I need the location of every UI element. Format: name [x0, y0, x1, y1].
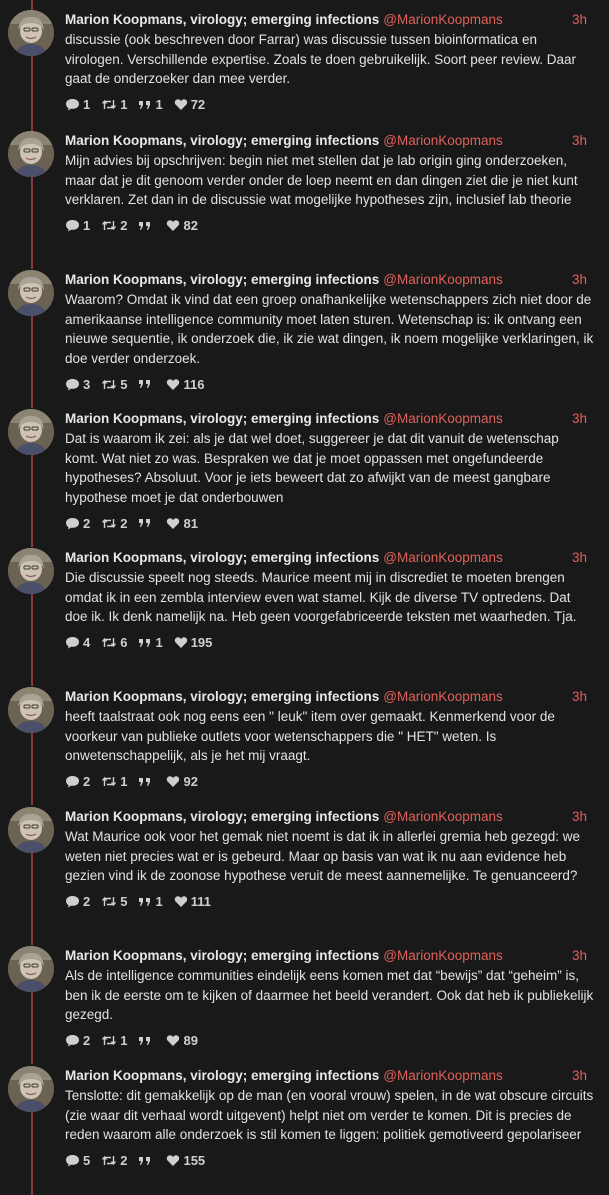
timestamp[interactable]: 3h: [571, 133, 587, 148]
reply-count: 5: [83, 1153, 91, 1168]
tweet-text: Waarom? Omdat ik vind dat een groep onafhankelijke wetenschappers zich niet door de amerikaanse intelligence community moet laten sturen. Wetenschap is: ik ontvang een nieuwe sequentie, ik onderzoek die, ik zie wat dingen, ik noem mogelijke verklaringen, ik doe verder onderzoek.: [65, 292, 594, 366]
reply-count: 4: [83, 635, 91, 650]
author-handle[interactable]: @MarionKoopmans: [383, 272, 503, 287]
quote-marks-icon: [138, 1035, 152, 1047]
tweet[interactable]: [0, 548, 609, 686]
heart-icon: [174, 636, 188, 649]
quote-button[interactable]: [138, 517, 155, 529]
reply-button[interactable]: [65, 774, 90, 789]
timestamp[interactable]: 3h: [571, 1068, 587, 1083]
retweet-count: 5: [120, 376, 128, 392]
heart-icon: [174, 98, 188, 111]
retweet-arrows-icon: [101, 1034, 117, 1047]
timestamp[interactable]: 3h: [571, 689, 587, 704]
reply-count: 2: [83, 1033, 91, 1048]
quote-marks-icon: [138, 637, 152, 649]
quote-count: 1: [155, 635, 163, 650]
reply-button[interactable]: [65, 1033, 90, 1048]
reply-button[interactable]: [65, 97, 90, 112]
retweet-count: 2: [120, 1153, 128, 1168]
like-button[interactable]: [174, 894, 211, 909]
like-button[interactable]: [166, 1153, 205, 1168]
like-count: 81: [183, 515, 198, 531]
like-button[interactable]: [174, 635, 213, 650]
like-count: 155: [183, 1153, 206, 1168]
quote-marks-icon: [138, 517, 152, 529]
reply-count: 1: [83, 218, 91, 233]
quote-button[interactable]: [138, 894, 162, 909]
timestamp[interactable]: 3h: [571, 948, 587, 963]
author-handle[interactable]: @MarionKoopmans: [383, 12, 503, 27]
avatar[interactable]: [8, 1066, 54, 1112]
retweet-count: 5: [120, 894, 128, 909]
tweet-actions: [65, 1032, 595, 1050]
tweet[interactable]: [0, 10, 609, 138]
retweet-button[interactable]: [101, 377, 127, 392]
quote-button[interactable]: [138, 378, 155, 390]
retweet-button[interactable]: [101, 218, 127, 233]
like-count: 72: [190, 97, 206, 112]
quote-marks-icon: [138, 896, 152, 908]
author-handle[interactable]: @MarionKoopmans: [383, 1068, 503, 1083]
avatar[interactable]: [8, 946, 54, 992]
speech-bubble-icon: [65, 378, 80, 391]
author-name[interactable]: Marion Koopmans, virology; emerging infections: [65, 133, 380, 148]
retweet-count: 1: [120, 97, 128, 112]
heart-icon: [174, 895, 188, 908]
speech-bubble-icon: [65, 775, 80, 788]
heart-icon: [166, 219, 180, 232]
like-count: 111: [190, 894, 211, 909]
retweet-arrows-icon: [101, 517, 117, 530]
author-handle[interactable]: @MarionKoopmans: [383, 948, 503, 963]
quote-button[interactable]: [138, 635, 162, 650]
author-name[interactable]: Marion Koopmans, virology; emerging infections: [65, 12, 380, 27]
author-name[interactable]: Marion Koopmans, virology; emerging infections: [65, 550, 380, 565]
like-count: 116: [183, 376, 205, 392]
tweet[interactable]: [0, 807, 609, 945]
retweet-count: 1: [120, 774, 128, 789]
heart-icon: [166, 1034, 180, 1047]
author-name[interactable]: Marion Koopmans, virology; emerging infections: [65, 411, 380, 426]
tweet[interactable]: [0, 946, 609, 1064]
like-button[interactable]: [166, 377, 204, 392]
like-count: 195: [190, 635, 213, 650]
tweet-actions: [65, 96, 595, 114]
timestamp[interactable]: 3h: [571, 411, 587, 426]
tweet-actions: [65, 514, 595, 532]
author-handle[interactable]: @MarionKoopmans: [383, 689, 503, 704]
timestamp[interactable]: 3h: [571, 272, 587, 287]
tweet[interactable]: [0, 687, 609, 805]
avatar[interactable]: [8, 270, 54, 316]
reply-button[interactable]: [65, 218, 90, 233]
quote-marks-icon: [138, 1155, 152, 1167]
quote-button[interactable]: [138, 1155, 155, 1167]
speech-bubble-icon: [65, 895, 80, 908]
retweet-count: 6: [120, 635, 128, 650]
author-handle[interactable]: @MarionKoopmans: [383, 411, 503, 426]
retweet-arrows-icon: [101, 775, 117, 788]
retweet-count: 2: [120, 515, 128, 531]
speech-bubble-icon: [65, 1154, 80, 1167]
tweet[interactable]: [0, 409, 609, 547]
like-button[interactable]: [166, 774, 197, 789]
tweet[interactable]: [0, 1066, 609, 1195]
heart-icon: [166, 378, 180, 391]
reply-button[interactable]: [65, 516, 90, 531]
author-name[interactable]: Marion Koopmans, virology; emerging infections: [65, 948, 380, 963]
tweet-actions: [65, 375, 595, 393]
retweet-button[interactable]: [101, 774, 127, 789]
retweet-button[interactable]: [101, 635, 127, 650]
quote-count: 1: [155, 894, 163, 909]
reply-count: 2: [83, 774, 91, 789]
retweet-arrows-icon: [101, 1154, 117, 1167]
like-count: 89: [183, 1033, 198, 1048]
timestamp[interactable]: 3h: [571, 809, 587, 824]
tweet-text: Dat is waarom ik zei: als je dat wel doet, suggereer je dat dit vanuit de wetenschap komt. Wat niet zo was. Bespraken we dat je moet oppassen met ongefundeerde hypotheses? Absoluut. Voor je iets beweert dat zo afwijkt van de meest gangbare hypothese moet je dat onderbouwen: [65, 431, 559, 505]
avatar[interactable]: [8, 131, 54, 177]
avatar[interactable]: [8, 807, 54, 853]
reply-button[interactable]: [65, 377, 90, 392]
author-name[interactable]: Marion Koopmans, virology; emerging infections: [65, 272, 380, 287]
quote-marks-icon: [138, 99, 152, 111]
speech-bubble-icon: [65, 219, 80, 232]
like-button[interactable]: [166, 1033, 197, 1048]
avatar[interactable]: [8, 10, 54, 56]
quote-count: 1: [155, 97, 163, 112]
retweet-button[interactable]: [101, 1153, 127, 1168]
author-handle[interactable]: @MarionKoopmans: [383, 809, 503, 824]
heart-icon: [166, 1154, 180, 1167]
timestamp[interactable]: 3h: [571, 12, 587, 27]
retweet-button[interactable]: [101, 516, 127, 531]
retweet-arrows-icon: [101, 378, 117, 391]
tweet-actions: [65, 217, 595, 235]
retweet-arrows-icon: [101, 895, 117, 908]
avatar[interactable]: [8, 548, 54, 594]
reply-count: 3: [83, 376, 91, 392]
author-handle[interactable]: @MarionKoopmans: [383, 133, 503, 148]
retweet-count: 2: [120, 218, 128, 233]
tweet-text: Als de intelligence communities eindelijk eens komen met dat “bewijs” dat “geheim” is, ben ik de eerste om te kijken of daarmee het beeld verandert. Ook dat heb ik publiekelijk gezegd.: [65, 968, 594, 1022]
author-name[interactable]: Marion Koopmans, virology; emerging infections: [65, 689, 380, 704]
tweet-actions: [65, 1152, 595, 1170]
reply-button[interactable]: [65, 894, 90, 909]
speech-bubble-icon: [65, 1034, 80, 1047]
speech-bubble-icon: [65, 98, 80, 111]
quote-button[interactable]: [138, 220, 155, 232]
author-handle[interactable]: @MarionKoopmans: [383, 550, 503, 565]
quote-marks-icon: [138, 220, 152, 232]
tweet-text: heeft taalstraat ook nog eens een " leuk" item over gemaakt. Kenmerkend voor de voorkeur van publieke outlets voor wetenschappers die " HET" weten. Is onwetenschappelijk, als je het mij vraagt.: [65, 709, 555, 763]
speech-bubble-icon: [65, 517, 80, 530]
like-button[interactable]: [166, 218, 197, 233]
reply-count: 2: [83, 515, 91, 531]
quote-button[interactable]: [138, 1035, 155, 1047]
author-name[interactable]: Marion Koopmans, virology; emerging infections: [65, 1068, 380, 1083]
tweet-actions: [65, 773, 595, 791]
like-count: 92: [183, 774, 198, 789]
like-button[interactable]: [166, 516, 197, 531]
quote-marks-icon: [138, 378, 152, 390]
retweet-button[interactable]: [101, 894, 127, 909]
retweet-arrows-icon: [101, 98, 117, 111]
heart-icon: [166, 517, 180, 530]
tweet-text: Mijn advies bij opschrijven: begin niet met stellen dat je lab origin ging onderzoeken, maar dat je dit genoom verder onder de loep neemt en dan dingen ziet die je niet kunt verklaren. Zet dan in de discussie wat mogelijke hypotheses zijn, inclusief lab theorie: [65, 153, 578, 207]
retweet-count: 1: [120, 1033, 128, 1048]
heart-icon: [166, 775, 180, 788]
tweet[interactable]: [0, 270, 609, 408]
reply-count: 1: [83, 97, 91, 112]
retweet-arrows-icon: [101, 636, 117, 649]
avatar[interactable]: [8, 409, 54, 455]
retweet-arrows-icon: [101, 219, 117, 232]
tweet[interactable]: [0, 131, 609, 269]
tweet-actions: [65, 634, 595, 652]
tweet-text: Die discussie speelt nog steeds. Maurice meent mij in discrediet te moeten brengen omdat ik in een zembla interview even wat stamel. Kijk de diverse TV optredens. Dat doe ik. Ik denk namelijk na. Heb geen voorgefabriceerde teksten met waarheden. Tja.: [65, 570, 577, 624]
avatar[interactable]: [8, 687, 54, 733]
like-button[interactable]: [174, 97, 205, 112]
tweet-text: Tenslotte: dit gemakkelijk op de man (en vooral vrouw) spelen, in de wat obscure circuits (zie waar dit verhaal wordt uitgevent) helpt niet om verder te komen. Dit is precies de reden waarom alle onderzoek is stil komen te liggen: politiek gemotiveerd gepolariseer: [65, 1088, 594, 1142]
like-count: 82: [183, 218, 198, 233]
reply-button[interactable]: [65, 635, 90, 650]
tweet-actions: [65, 893, 595, 911]
tweet-text: discussie (ook beschreven door Farrar) was discussie tussen bioinformatica en virologen. Verschillende expertise. Zoals te doen gebruikelijk. Soort peer review. Daar gaat de onderzoeker dan mee verder.: [65, 32, 577, 86]
quote-marks-icon: [138, 776, 152, 788]
reply-count: 2: [83, 894, 91, 909]
retweet-button[interactable]: [101, 97, 127, 112]
reply-button[interactable]: [65, 1153, 90, 1168]
speech-bubble-icon: [65, 636, 80, 649]
author-name[interactable]: Marion Koopmans, virology; emerging infections: [65, 809, 380, 824]
retweet-button[interactable]: [101, 1033, 127, 1048]
quote-button[interactable]: [138, 97, 162, 112]
timestamp[interactable]: 3h: [571, 550, 587, 565]
quote-button[interactable]: [138, 776, 155, 788]
tweet-text: Wat Maurice ook voor het gemak niet noemt is dat ik in allerlei gremia heb gezegd: we weten niet precies wat er is gebeurd. Maar op basis van wat ik nu aan evidence heb gezien vind ik de zoonose hypothese veruit de meest aannemelijke. Te genuanceerd?: [65, 829, 581, 883]
